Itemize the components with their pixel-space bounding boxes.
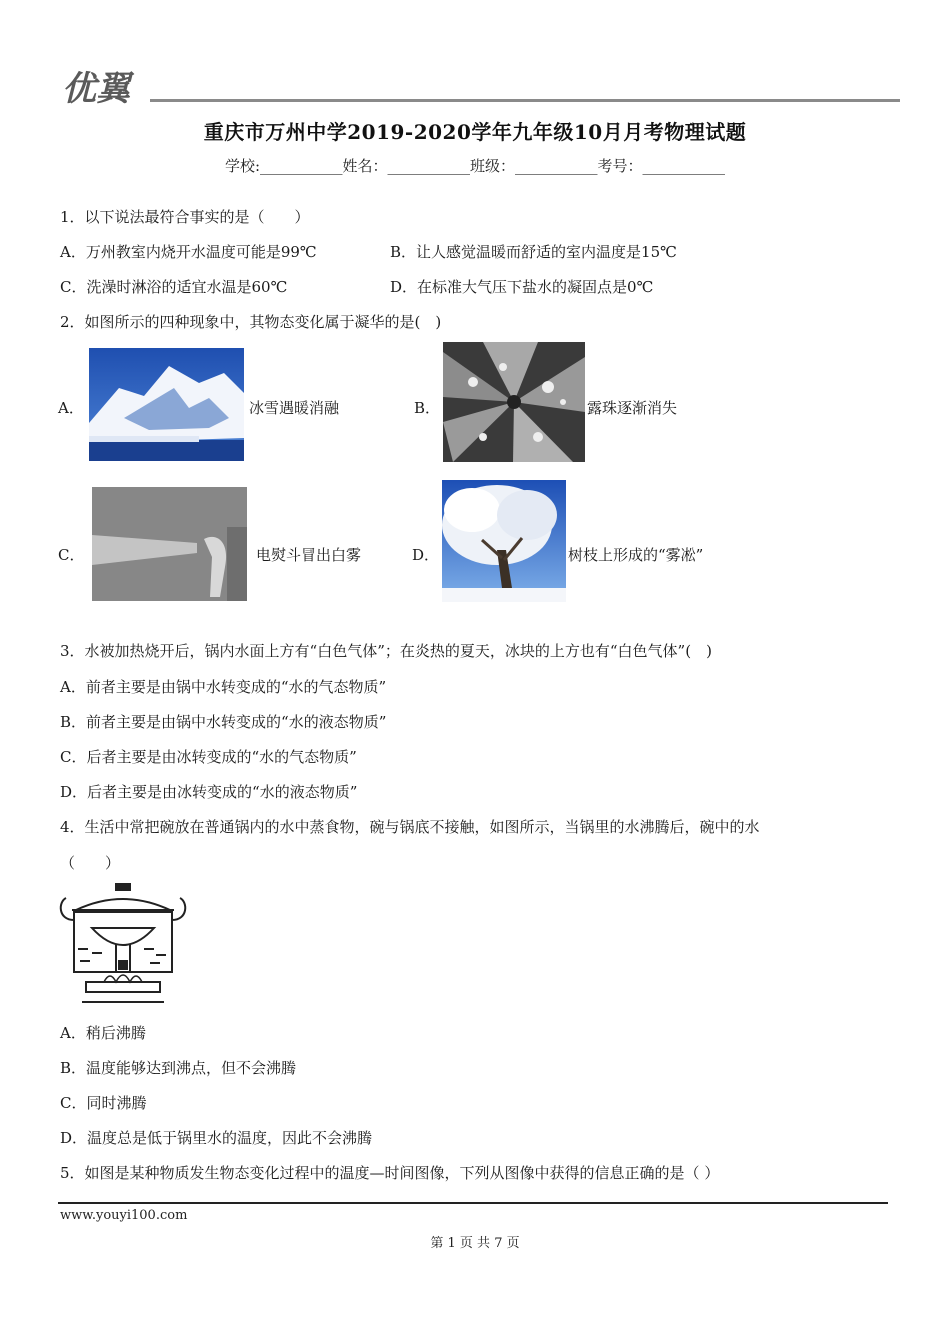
rime-tree-image bbox=[442, 480, 566, 602]
q3-option-d: D．后者主要是由冰转变成的“水的液态物质” bbox=[60, 783, 358, 801]
q4-option-b: B．温度能够达到沸点，但不会沸腾 bbox=[60, 1059, 297, 1077]
q2-option-c-letter: C． bbox=[58, 546, 85, 564]
q3-option-a: A．前者主要是由锅中水转变成的“水的气态物质” bbox=[60, 678, 387, 696]
footer-url: www.youyi100.com bbox=[60, 1208, 188, 1223]
q3-option-b: B．前者主要是由锅中水转变成的“水的液态物质” bbox=[60, 713, 387, 731]
q1-option-c: C．洗澡时淋浴的适宜水温是60℃ bbox=[60, 278, 288, 296]
steamer-pot-diagram bbox=[56, 882, 192, 1008]
q1-option-b: B．让人感觉温暖而舒适的室内温度是15℃ bbox=[390, 243, 677, 261]
q2-option-a-caption: 冰雪遇暖消融 bbox=[249, 399, 340, 417]
iron-steam-image bbox=[92, 487, 247, 601]
page-title: 重庆市万州中学2019-2020学年九年级10月月考物理试题 bbox=[203, 120, 747, 144]
q4-option-d: D．温度总是低于锅里水的温度，因此不会沸腾 bbox=[60, 1129, 373, 1147]
q5-stem: 5．如图是某种物质发生物态变化过程中的温度—时间图像，下列从图像中获得的信息正确的是（ ） bbox=[60, 1164, 720, 1182]
q2-stem: 2．如图所示的四种现象中，其物态变化属于凝华的是( ) bbox=[60, 313, 442, 331]
q4-stem: 4．生活中常把碗放在普通锅内的水中蒸食物，碗与锅底不接触，如图所示，当锅里的水沸腾后，碗中的水 bbox=[60, 818, 760, 836]
q2-option-b-caption: 露珠逐渐消失 bbox=[587, 399, 678, 417]
student-info-line: 学校:___________姓名：___________班级：___________考号：___________ bbox=[224, 157, 726, 175]
snow-mountain-image bbox=[89, 348, 244, 461]
q1-option-d: D．在标准大气压下盐水的凝固点是0℃ bbox=[390, 278, 654, 296]
q3-stem: 3．水被加热烧开后，锅内水面上方有“白色气体”；在炎热的夏天，冰块的上方也有“白色气体”( ) bbox=[60, 642, 712, 660]
q2-option-d-caption: 树枝上形成的“雾凇” bbox=[568, 546, 704, 564]
q4-option-a: A．稍后沸腾 bbox=[60, 1024, 146, 1042]
q3-option-c: C．后者主要是由冰转变成的“水的气态物质” bbox=[60, 748, 357, 766]
header-rule bbox=[150, 99, 900, 102]
q2-option-b-letter: B． bbox=[414, 399, 441, 417]
q1-option-a: A．万州教室内烧开水温度可能是99℃ bbox=[60, 243, 317, 261]
q2-option-d-letter: D． bbox=[412, 546, 440, 564]
page-number: 第 1 页 共 7 页 bbox=[430, 1236, 520, 1251]
q2-option-a-letter: A． bbox=[58, 399, 84, 417]
q2-option-c-caption: 电熨斗冒出白雾 bbox=[256, 546, 362, 564]
q4-option-c: C．同时沸腾 bbox=[60, 1094, 147, 1112]
q4-stem-cont: （ ） bbox=[60, 854, 121, 872]
dew-leaf-image bbox=[443, 342, 585, 462]
q1-stem: 1．以下说法最符合事实的是（ ） bbox=[60, 208, 310, 226]
logo-text: 优翼 bbox=[62, 69, 130, 106]
footer-rule bbox=[58, 1202, 888, 1204]
